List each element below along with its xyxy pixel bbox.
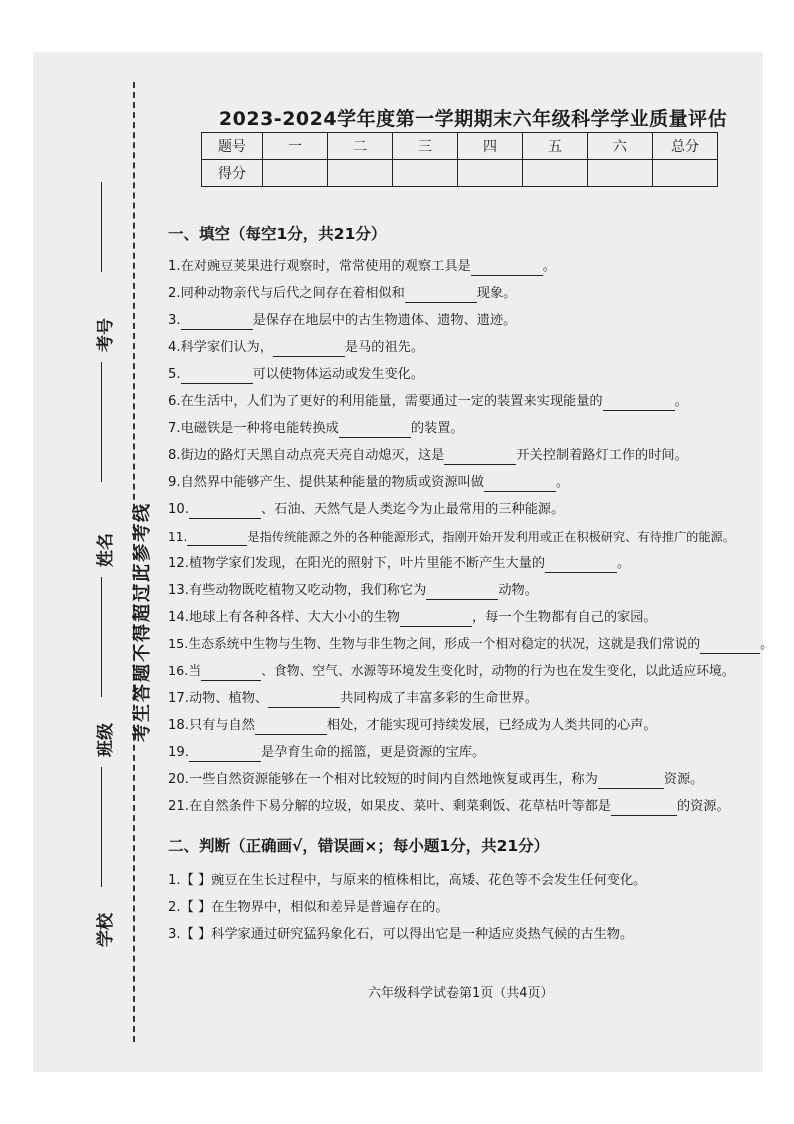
section1-heading: 一、填空（每空1分，共21分） xyxy=(168,225,387,243)
question-15: 15.生态系统中生物与生物、生物与非生物之间，形成一个相对稳定的状况，这就是我们常说的 。 xyxy=(168,637,774,652)
question-12: 12.植物学家们发现，在阳光的照射下，叶片里能不断产生大量的 。 xyxy=(168,556,631,571)
question-5: 5. 可以使物体运动或发生变化。 xyxy=(168,367,425,382)
score-cell: 二 xyxy=(328,133,393,160)
answer-blank[interactable] xyxy=(189,504,261,519)
score-input-cell[interactable] xyxy=(588,160,653,187)
score-cell: 题号 xyxy=(202,133,263,160)
question-6: 6.在生活中，人们为了更好的利用能量，需要通过一定的装置来实现能量的 。 xyxy=(168,394,688,409)
answer-blank[interactable] xyxy=(444,450,516,465)
score-cell: 一 xyxy=(263,133,328,160)
answer-blank[interactable] xyxy=(400,612,472,627)
exam-sheet xyxy=(33,52,774,1072)
judge-question-3: 3.【 】科学家通过研究猛犸象化石，可以得出它是一种适应炎热气候的古生物。 xyxy=(168,927,634,942)
score-input-cell[interactable] xyxy=(393,160,458,187)
class-line xyxy=(101,577,102,697)
name-line xyxy=(101,362,102,482)
school-label: 学校 xyxy=(96,913,116,947)
score-cell: 三 xyxy=(393,133,458,160)
question-14: 14.地球上有各种各样、大大小小的生物 ，每一个生物都有自己的家园。 xyxy=(168,610,657,625)
answer-blank[interactable] xyxy=(700,639,760,654)
score-input-cell[interactable] xyxy=(328,160,393,187)
question-1: 1.在对豌豆荚果进行观察时，常常使用的观察工具是 。 xyxy=(168,259,556,274)
answer-blank[interactable] xyxy=(484,477,556,492)
question-4: 4.科学家们认为， 是马的祖先。 xyxy=(168,340,425,355)
answer-blank[interactable] xyxy=(181,369,253,384)
score-input-cell[interactable] xyxy=(458,160,523,187)
score-cell: 五 xyxy=(523,133,588,160)
answer-blank[interactable] xyxy=(598,774,664,789)
score-cell: 得分 xyxy=(202,160,263,187)
answer-blank[interactable] xyxy=(339,423,411,438)
answer-blank[interactable] xyxy=(189,747,261,762)
question-2: 2.同种动物亲代与后代之间存在着相似和 现象。 xyxy=(168,286,517,301)
question-10: 10. 、石油、天然气是人类迄今为止最常用的三种能源。 xyxy=(168,502,565,517)
exam-no-line xyxy=(101,182,102,272)
name-label: 姓名 xyxy=(96,533,116,567)
exam-title: 2023-2024学年度第一学期期末六年级科学学业质量评估 xyxy=(218,108,728,130)
question-19: 19. 是孕育生命的摇篮，更是资源的宝库。 xyxy=(168,745,486,760)
school-line xyxy=(101,767,102,887)
answer-blank[interactable] xyxy=(405,288,477,303)
exam-no-label: 考号 xyxy=(96,318,116,352)
class-label: 班级 xyxy=(96,723,116,757)
warning-text: 考生答题不得超过此参考线 xyxy=(132,502,153,742)
answer-blank[interactable] xyxy=(187,531,247,546)
answer-blank[interactable] xyxy=(181,315,253,330)
question-20: 20.一些自然资源能够在一个相对比较短的时间内自然地恢复或再生，称为 资源。 xyxy=(168,772,704,787)
answer-blank[interactable] xyxy=(471,261,543,276)
question-13: 13.有些动物既吃植物又吃动物，我们称它为 动物。 xyxy=(168,583,538,598)
question-8: 8.街边的路灯天黑自动点亮天亮自动熄灭，这是 开关控制着路灯工作的时间。 xyxy=(168,448,688,463)
score-cell: 四 xyxy=(458,133,523,160)
question-16: 16.当 、食物、空气、水源等环境发生变化时，动物的行为也在发生变化，以此适应环境。 xyxy=(168,664,735,679)
answer-blank[interactable] xyxy=(603,396,675,411)
question-21: 21.在自然条件下易分解的垃圾，如果皮、菜叶、剩菜剩饭、花草枯叶等都是 的资源。 xyxy=(168,799,730,814)
answer-blank[interactable] xyxy=(268,693,340,708)
score-cell: 六 xyxy=(588,133,653,160)
score-table xyxy=(201,132,718,187)
answer-blank[interactable] xyxy=(611,801,677,816)
score-input-cell[interactable] xyxy=(653,160,718,187)
section2-heading: 二、判断（正确画√，错误画×；每小题1分，共21分） xyxy=(168,837,550,855)
answer-blank[interactable] xyxy=(545,558,617,573)
question-11: 11. 是指传统能源之外的各种能源形式，指刚开始开发利用或正在积极研究、有待推广的能源。 xyxy=(168,530,735,544)
score-cell: 总分 xyxy=(653,133,718,160)
page-footer: 六年级科学试卷第1页（共4页） xyxy=(368,986,554,1001)
question-18: 18.只有与自然 相处，才能实现可持续发展，已经成为人类共同的心声。 xyxy=(168,718,657,733)
answer-blank[interactable] xyxy=(426,585,498,600)
score-input-cell[interactable] xyxy=(523,160,588,187)
score-table-score-row xyxy=(202,160,718,187)
score-input-cell[interactable] xyxy=(263,160,328,187)
question-17: 17.动物、植物、 共同构成了丰富多彩的生命世界。 xyxy=(168,691,538,706)
score-table-header-row xyxy=(202,133,718,160)
judge-question-2: 2.【 】在生物界中，相似和差异是普遍存在的。 xyxy=(168,900,449,915)
judge-question-1: 1.【 】豌豆在生长过程中，与原来的植株相比，高矮、花色等不会发生任何变化。 xyxy=(168,873,647,888)
binding-strip xyxy=(33,52,153,1072)
answer-blank[interactable] xyxy=(273,342,345,357)
answer-blank[interactable] xyxy=(201,666,261,681)
question-3: 3. 是保存在地层中的古生物遗体、遗物、遗迹。 xyxy=(168,313,517,328)
answer-blank[interactable] xyxy=(255,720,327,735)
question-9: 9.自然界中能够产生、提供某种能量的物质或资源叫做 。 xyxy=(168,475,570,490)
question-7: 7.电磁铁是一种将电能转换成 的装置。 xyxy=(168,421,464,436)
